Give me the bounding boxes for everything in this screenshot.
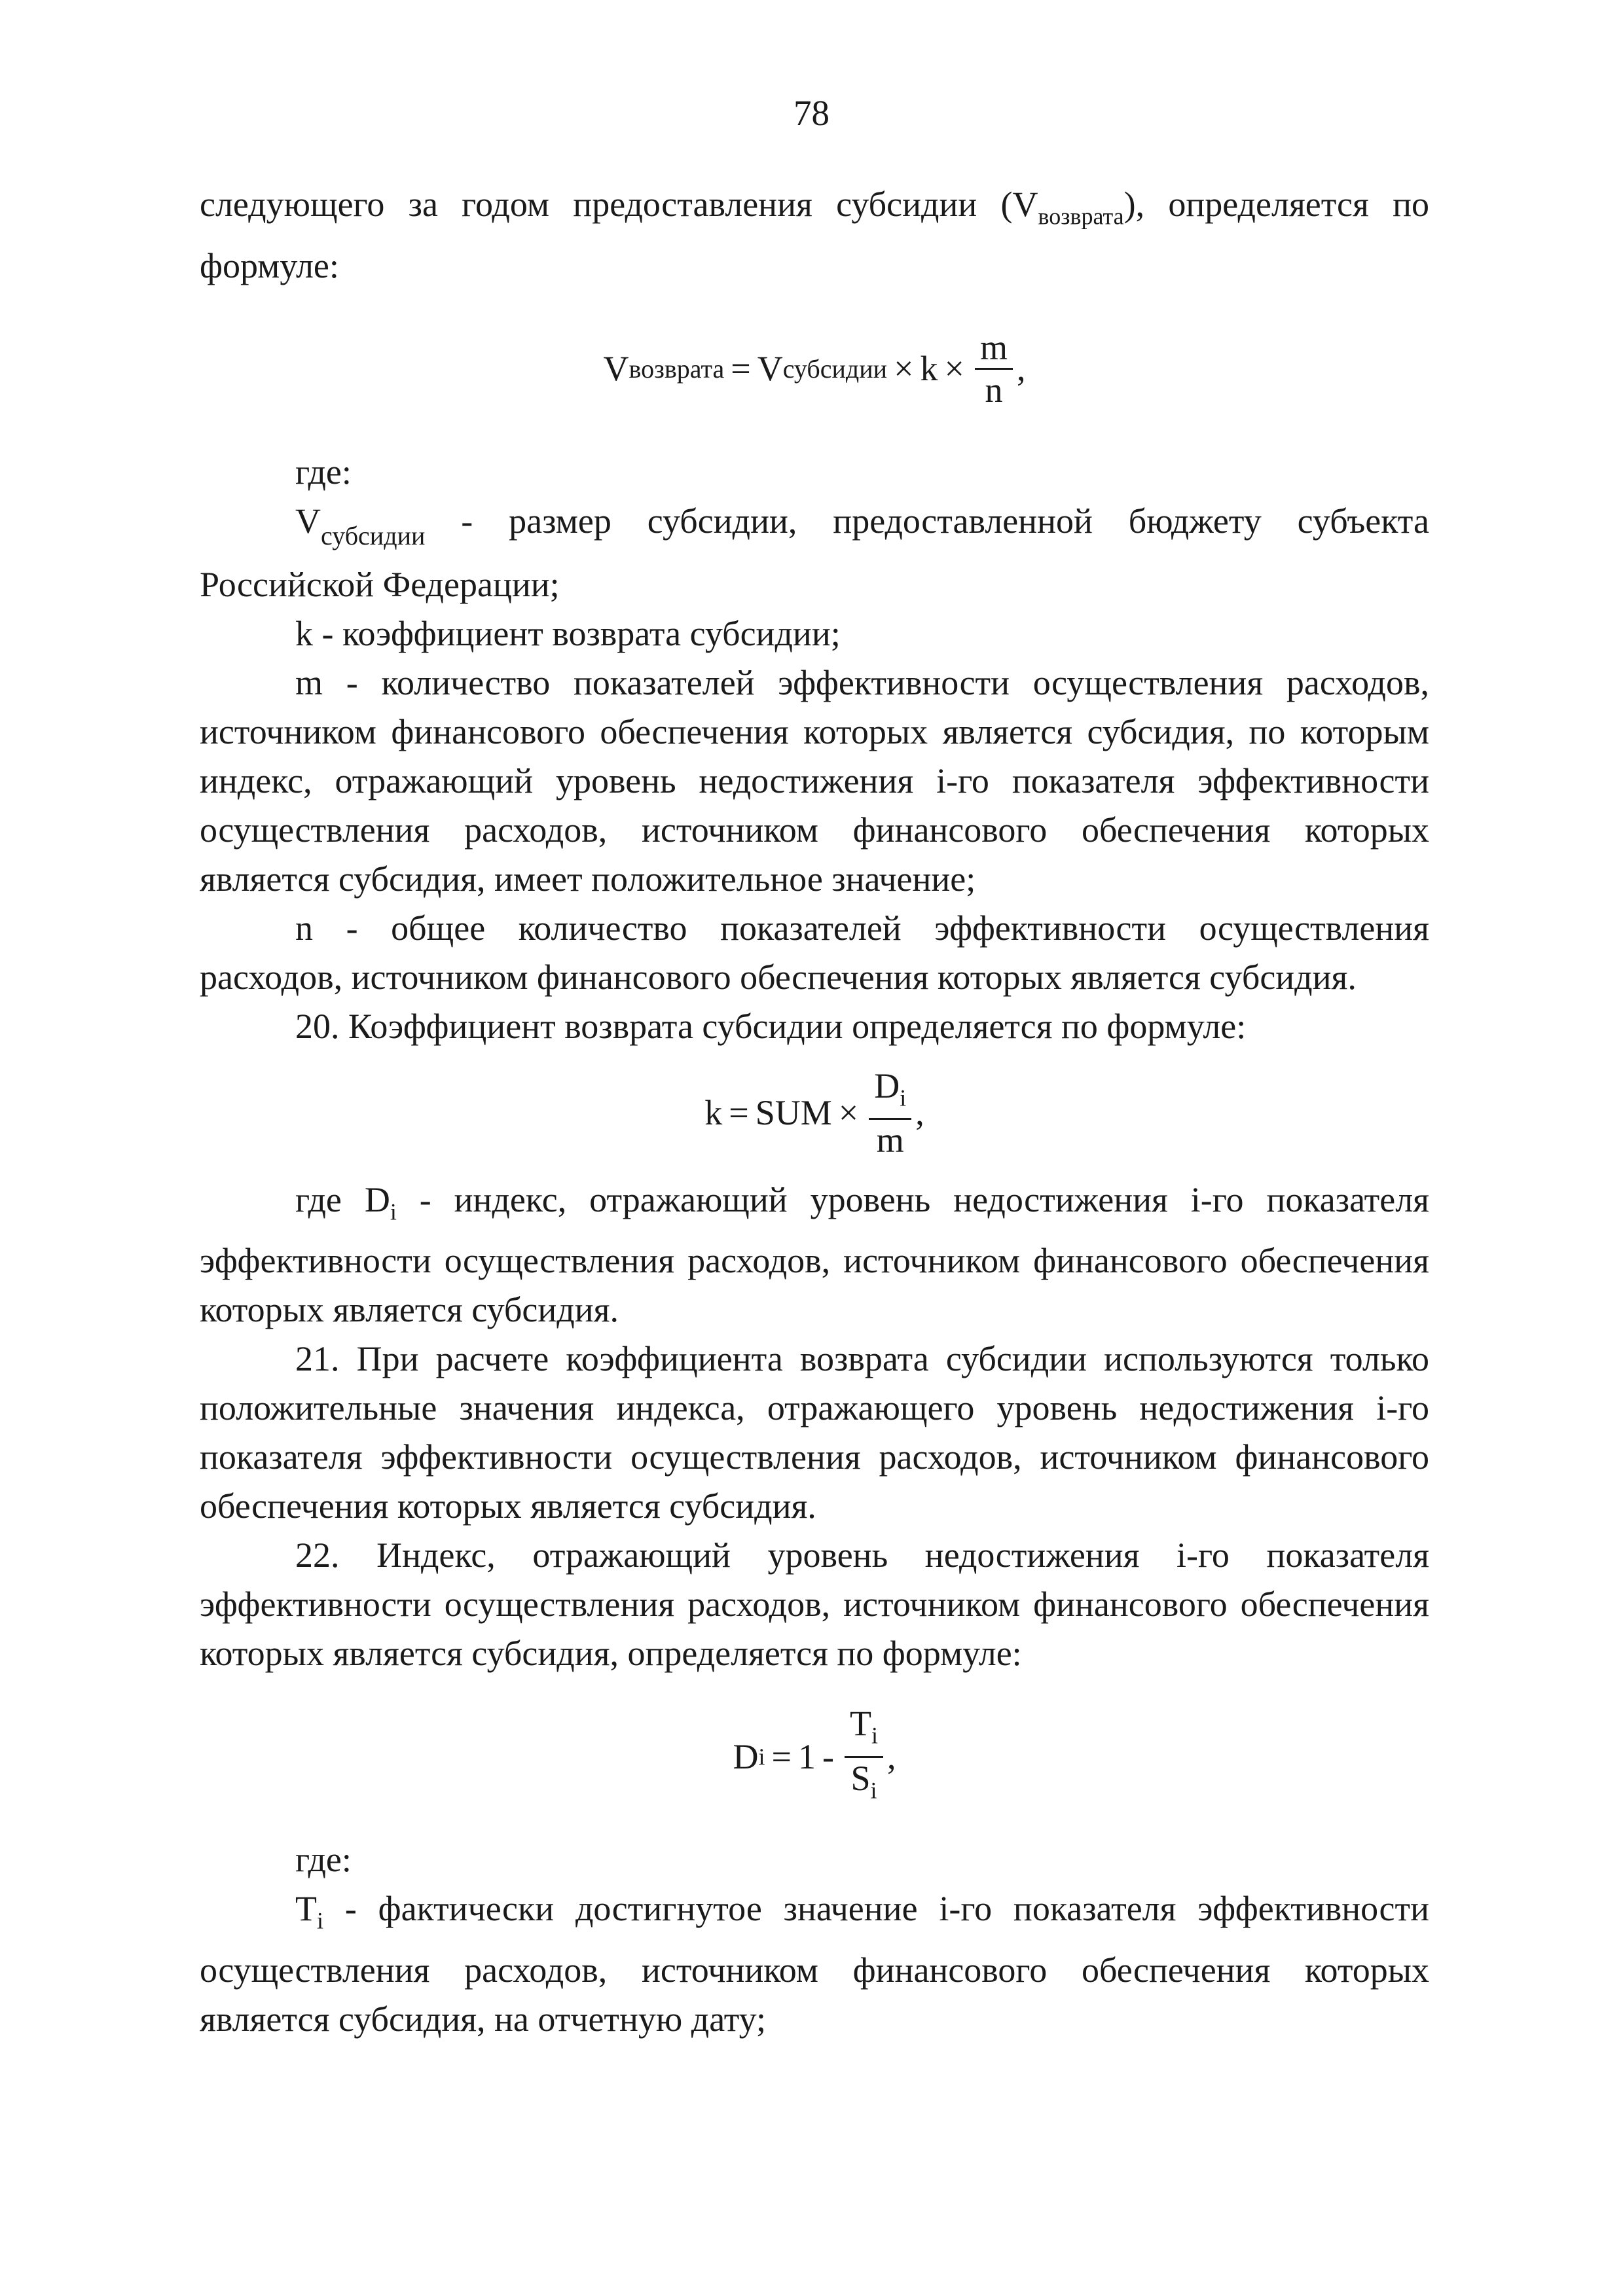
fraction-di-over-m: $\frac{D_i}{m}$ (869, 1066, 911, 1161)
fraction-m-over-n: $\frac{m}{n}$ (975, 327, 1013, 410)
definition-k: k - коэффициент возврата субсидии; (295, 613, 841, 653)
formula-k: k = SUM × $\frac{D_i}{m}$ , (704, 1066, 924, 1160)
intro-paragraph: следующего за годом предоставления субсидии $(V_{возврата})$, определяется по формуле: (200, 185, 1429, 285)
paragraph-22: 22. Индекс, отражающий уровень недостижения i-го показателя эффективности осуществления расходов, источником финансового обеспечения которых является субсидия, определяется по формуле: (200, 1535, 1429, 1674)
page-number: 78 (793, 93, 830, 133)
definition-n: n - общее количество показателей эффективности осуществления расходов, источником финансового обеспечения которых является субсидия. (200, 908, 1429, 997)
definition-v-subsidy: $V_{субсидии}$ - размер субсидии, предоставленной бюджету субъекта Российской Федерации; (200, 501, 1429, 604)
definition-di: где $D_i$ - индекс, отражающий уровень недостижения i-го показателя эффективности осуществления расходов, источником финансового обеспечения которых является субсидия. (200, 1179, 1429, 1330)
paragraph-20: 20. Коэффициент возврата субсидии определяется по формуле: (295, 1006, 1247, 1046)
where-label: где: (295, 452, 352, 492)
where-label-2: где: (295, 1840, 352, 1880)
definition-ti: $T_i$ - фактически достигнутое значение i-го показателя эффективности осуществления расходов, источником финансового обеспечения которых является субсидия, на отчетную дату; (200, 1889, 1429, 2039)
definition-m: m - количество показателей эффективности осуществления расходов, источником финансового обеспечения которых является субсидия, по которым индекс, отражающий уровень недостижения i-го показателя эффективности осуществления расходов, источником финансового обеспечения которых является субсидия, имеет положительное значение; (200, 662, 1429, 899)
fraction-ti-over-si: $\frac{T_i}{S_i}$ (845, 1703, 883, 1810)
formula-v-return: V возврата = V субсидии × k × $\frac{m}{n}$ , (603, 328, 1026, 410)
document-body (200, 180, 1429, 2044)
paragraph-21: 21. При расчете коэффициента возврата субсидии используются только положительные значения индекса, отражающего уровень недостижения i-го показателя эффективности осуществления расходов, источником финансового обеспечения которых является субсидия. (200, 1339, 1429, 1526)
formula-di: D i = 1 - $\frac{T_i}{S_i}$ , (200, 1678, 1429, 1835)
